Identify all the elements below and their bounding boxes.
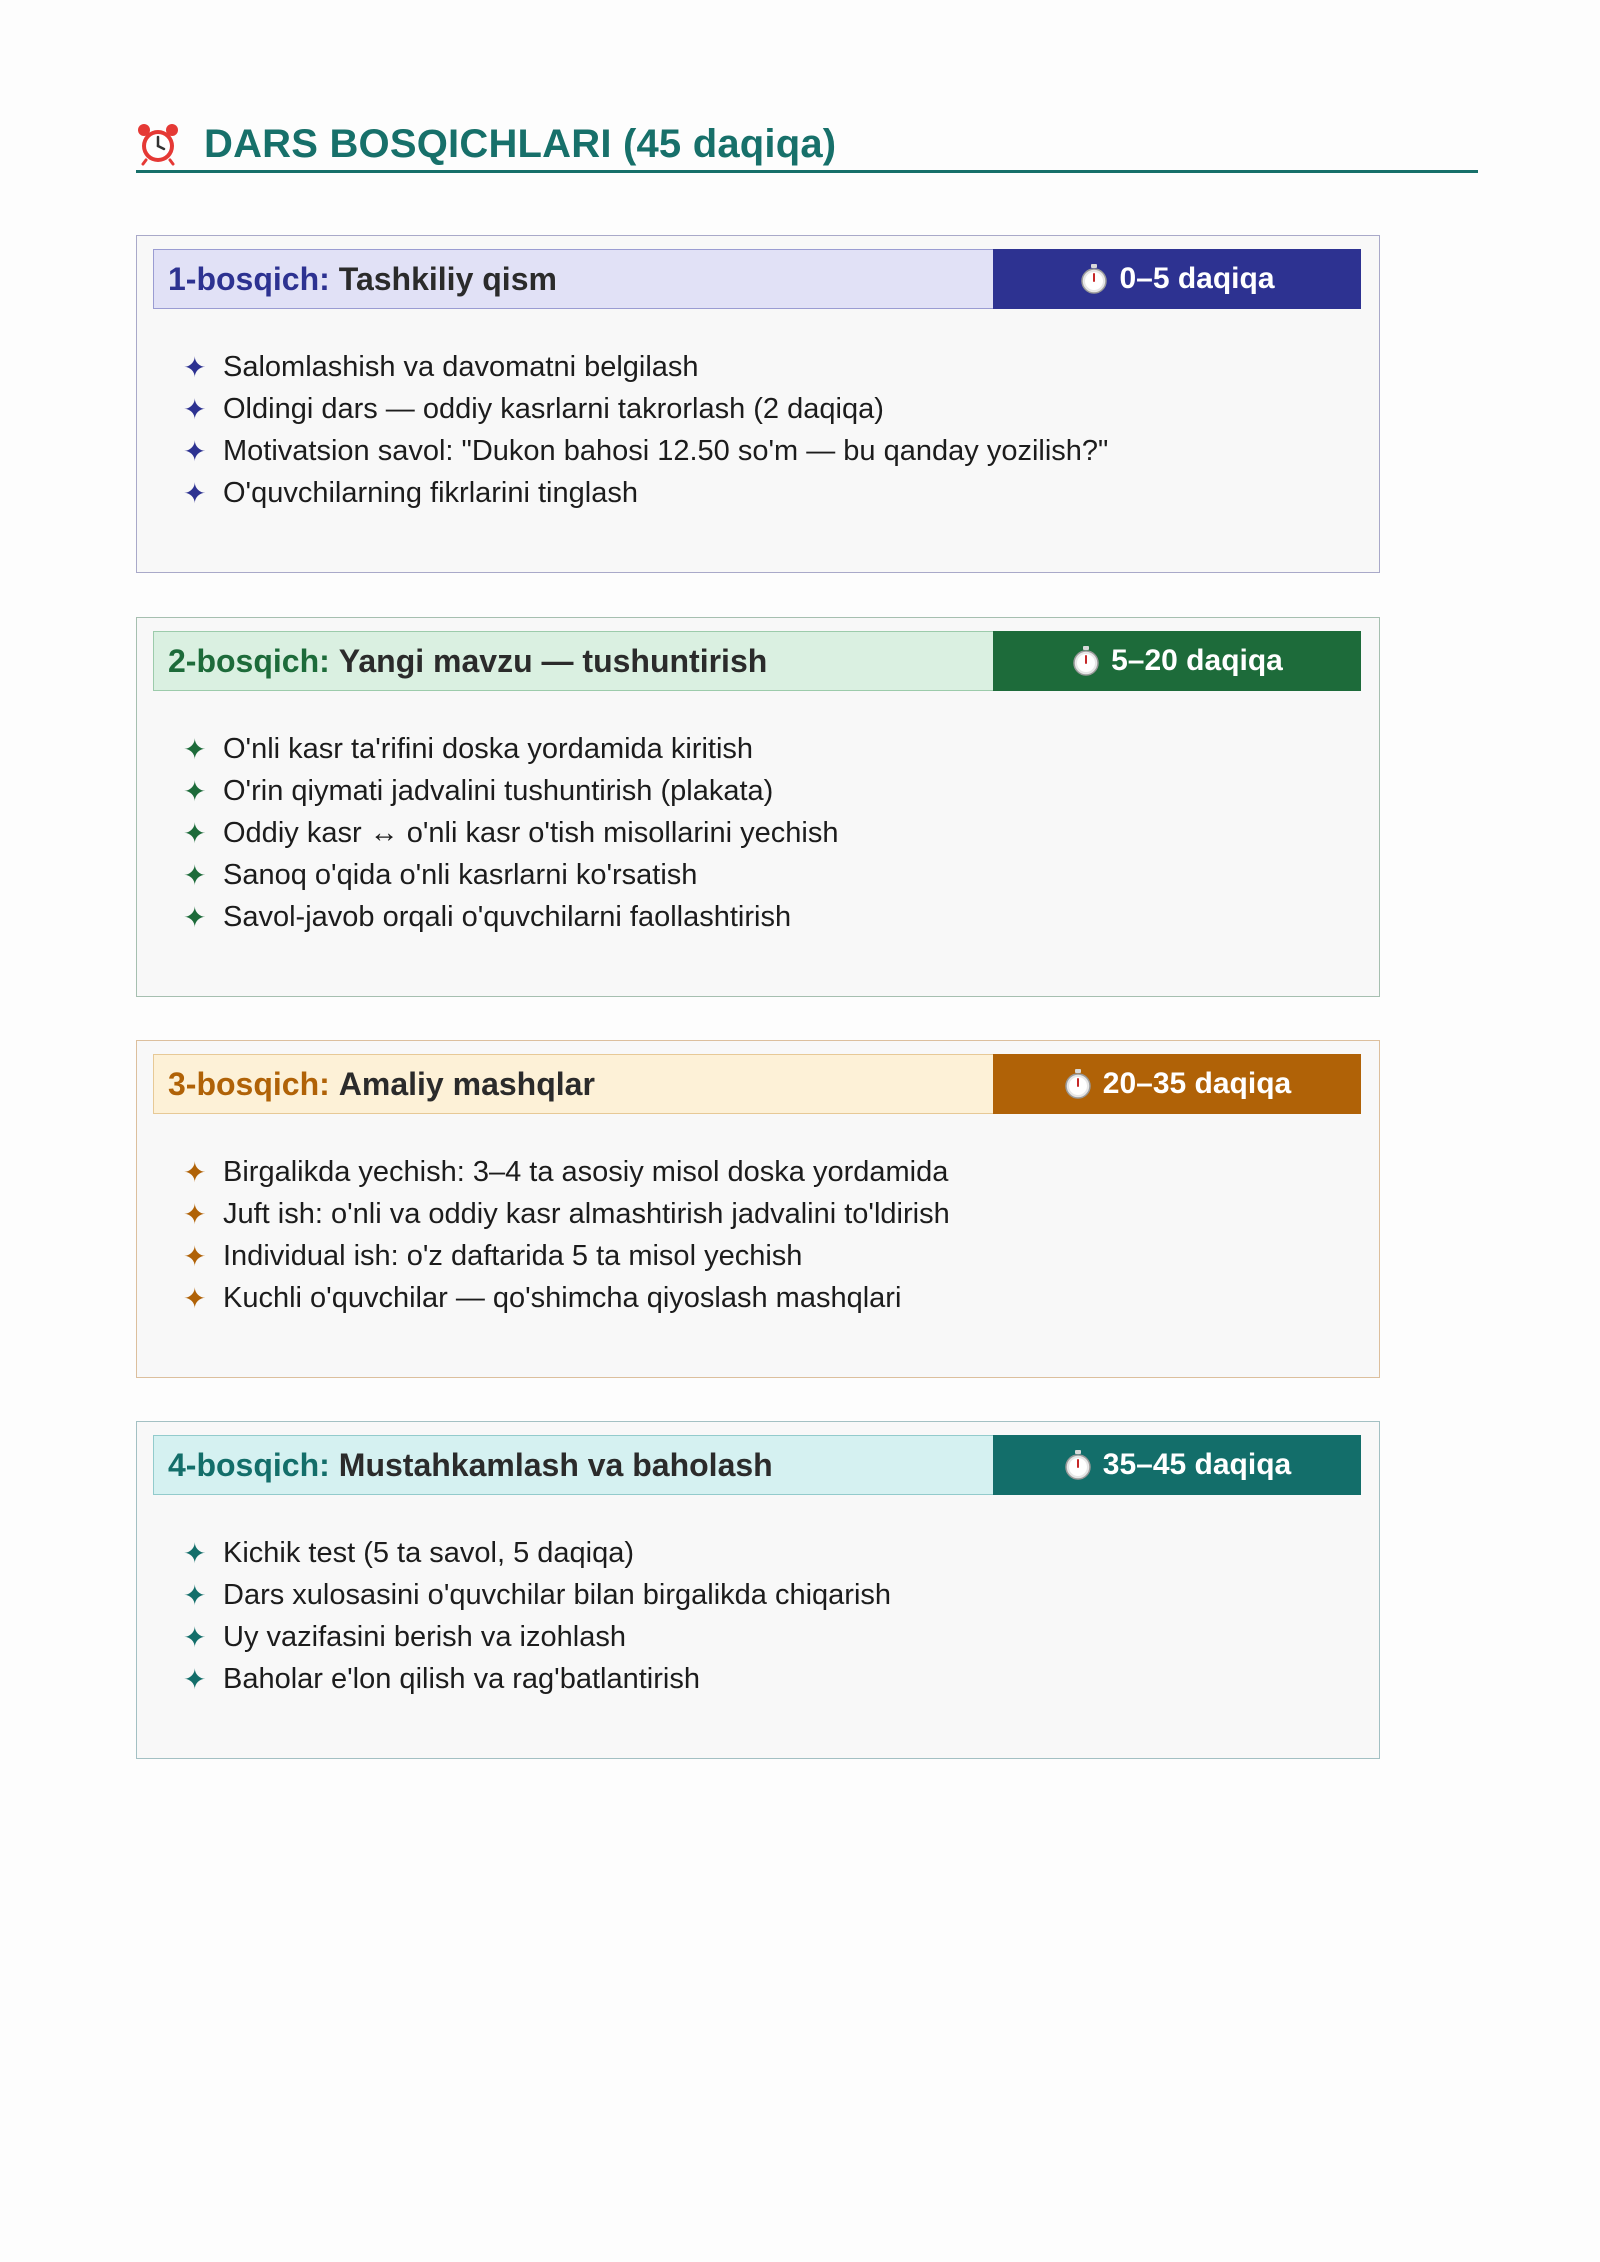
stage-name: Amaliy mashqlar — [338, 1065, 595, 1102]
page-title — [136, 118, 1478, 173]
star-bullet-icon: ✦ — [183, 1621, 207, 1653]
star-bullet-icon: ✦ — [183, 1663, 207, 1695]
star-bullet-icon: ✦ — [183, 817, 207, 849]
stage-card-3 — [136, 1040, 1380, 1378]
time-range: 0–5 daqiqa — [1119, 262, 1275, 295]
stage-title — [153, 631, 993, 691]
list-item: ✦ Juft ish: o'nli va oddiy kasr almashtirish jadvalini to'ldirish — [183, 1197, 950, 1230]
stopwatch-icon — [1079, 263, 1109, 295]
stage-name: Tashkiliy qism — [338, 260, 557, 297]
stage-name: Mustahkamlash va baholash — [338, 1446, 773, 1483]
star-bullet-icon: ✦ — [183, 1282, 207, 1314]
stage-title — [153, 249, 993, 309]
stage-card-1 — [136, 235, 1380, 573]
star-bullet-icon: ✦ — [183, 393, 207, 425]
star-bullet-icon: ✦ — [183, 1240, 207, 1272]
star-bullet-icon: ✦ — [183, 1579, 207, 1611]
time-badge — [993, 1054, 1361, 1114]
list-item: ✦ O'nli kasr ta'rifini doska yordamida kiritish — [183, 732, 754, 765]
list-item: ✦ Savol-javob orqali o'quvchilarni faollashtirish — [183, 900, 792, 933]
list-item: ✦ Uy vazifasini berish va izohlash — [183, 1620, 626, 1653]
stage-items — [183, 728, 838, 938]
list-item: ✦ O'quvchilarning fikrlarini tinglash — [183, 476, 638, 509]
star-bullet-icon: ✦ — [183, 1198, 207, 1230]
list-item: ✦ Birgalikda yechish: 3–4 ta asosiy misol doska yordamida — [183, 1155, 949, 1188]
list-item: ✦ Motivatsion savol: "Dukon bahosi 12.50 so'm — bu qanday yozilish?" — [183, 434, 1109, 467]
stage-number: 1-bosqich: — [168, 260, 330, 297]
stage-name: Yangi mavzu — tushuntirish — [338, 642, 768, 679]
alarm-clock-icon — [136, 122, 180, 166]
time-range: 20–35 daqiqa — [1102, 1067, 1292, 1100]
star-bullet-icon: ✦ — [183, 477, 207, 509]
stage-header — [153, 249, 1361, 309]
stage-items — [183, 1151, 950, 1319]
stage-title — [153, 1435, 993, 1495]
list-item: ✦ O'rin qiymati jadvalini tushuntirish (plakata) — [183, 774, 774, 807]
star-bullet-icon: ✦ — [183, 901, 207, 933]
page-title-text: DARS BOSQICHLARI (45 daqiqa) — [204, 121, 837, 166]
star-bullet-icon: ✦ — [183, 733, 207, 765]
stopwatch-icon — [1063, 1449, 1093, 1481]
list-item: ✦ Oddiy kasr ↔ o'nli kasr o'tish misollarini yechish — [183, 816, 839, 849]
list-item: ✦ Individual ish: o'z daftarida 5 ta misol yechish — [183, 1239, 803, 1272]
list-item: ✦ Dars xulosasini o'quvchilar bilan birgalikda chiqarish — [183, 1578, 892, 1611]
stage-header — [153, 631, 1361, 691]
list-item: ✦ Kuchli o'quvchilar — qo'shimcha qiyoslash mashqlari — [183, 1281, 902, 1314]
list-item: ✦ Sanoq o'qida o'nli kasrlarni ko'rsatish — [183, 858, 698, 891]
list-item: ✦ Kichik test (5 ta savol, 5 daqiqa) — [183, 1536, 635, 1569]
stage-number: 3-bosqich: — [168, 1065, 330, 1102]
stage-number: 2-bosqich: — [168, 642, 330, 679]
stopwatch-icon — [1071, 645, 1101, 677]
stage-number: 4-bosqich: — [168, 1446, 330, 1483]
star-bullet-icon: ✦ — [183, 775, 207, 807]
list-item: ✦ Salomlashish va davomatni belgilash — [183, 350, 699, 383]
stage-card-4 — [136, 1421, 1380, 1759]
stage-header — [153, 1054, 1361, 1114]
star-bullet-icon: ✦ — [183, 351, 207, 383]
list-item: ✦ Oldingi dars — oddiy kasrlarni takrorlash (2 daqiqa) — [183, 392, 884, 425]
stage-title — [153, 1054, 993, 1114]
time-badge — [993, 1435, 1361, 1495]
stage-items — [183, 346, 1108, 514]
star-bullet-icon: ✦ — [183, 1156, 207, 1188]
time-badge — [993, 631, 1361, 691]
stage-header — [153, 1435, 1361, 1495]
list-item: ✦ Baholar e'lon qilish va rag'batlantirish — [183, 1662, 700, 1695]
stage-card-2 — [136, 617, 1380, 997]
time-range: 5–20 daqiqa — [1111, 644, 1283, 677]
stopwatch-icon — [1063, 1068, 1093, 1100]
stage-items — [183, 1532, 891, 1700]
star-bullet-icon: ✦ — [183, 435, 207, 467]
star-bullet-icon: ✦ — [183, 1537, 207, 1569]
time-badge — [993, 249, 1361, 309]
time-range: 35–45 daqiqa — [1102, 1448, 1292, 1481]
star-bullet-icon: ✦ — [183, 859, 207, 891]
